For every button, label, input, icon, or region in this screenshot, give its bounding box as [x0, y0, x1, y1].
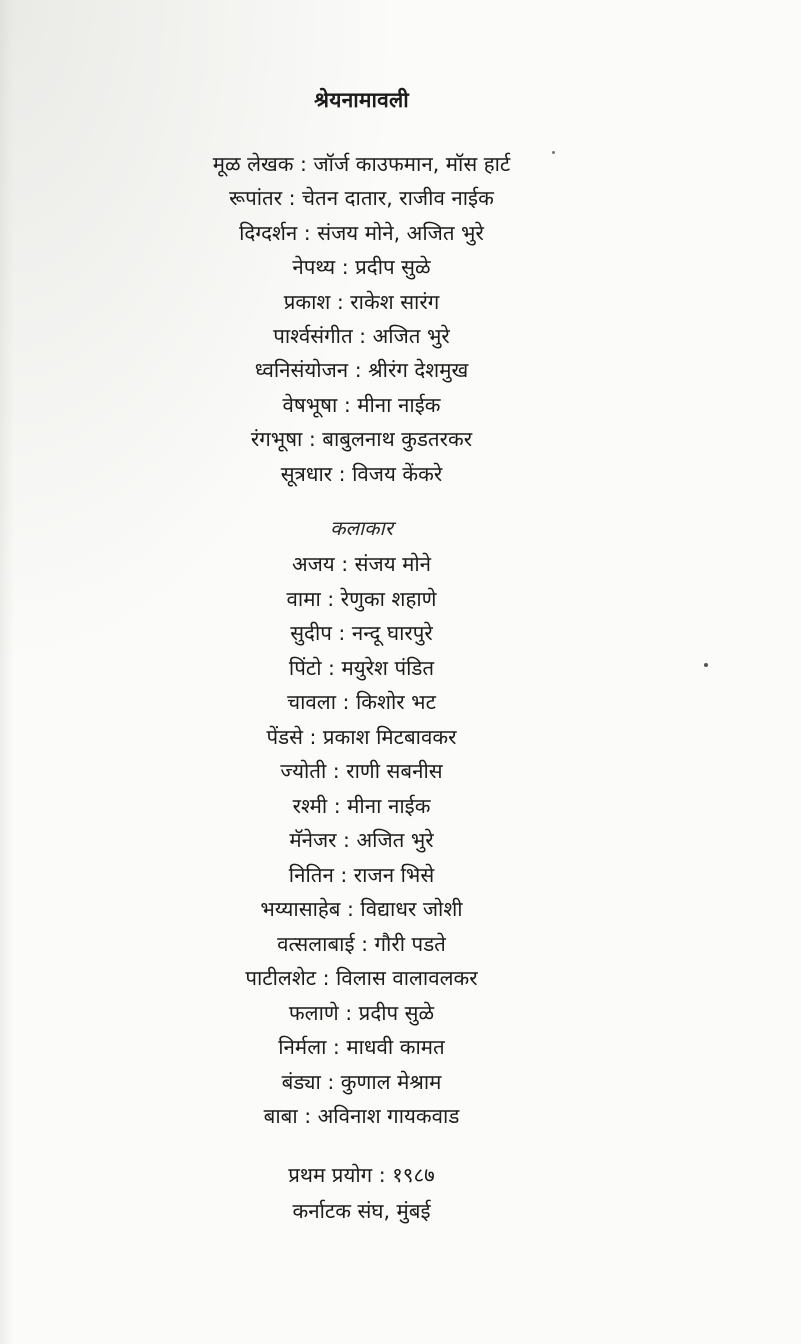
cast-line: बंड्या : कुणाल मेश्राम: [281, 1069, 442, 1094]
cast-line: फलाणे : प्रदीप सुळे: [288, 1000, 435, 1025]
cast-line: निर्मला : माधवी कामत: [278, 1035, 445, 1059]
cast-line: अजय : संजय मोने: [291, 552, 432, 576]
cast-line: रश्मी : मीना नाईक: [292, 793, 431, 818]
cast-line: नितिन : राजन भिसे: [288, 862, 435, 887]
crew-line-narrator: सूत्रधार : विजय केंकरे: [280, 461, 443, 486]
premiere-info: [0, 1157, 723, 1229]
crew-line-background-music: पार्श्वसंगीत : अजित भुरे: [273, 323, 450, 348]
crew-line-sound-design: ध्वनिसंयोजन : श्रीरंग देशमुख: [254, 358, 469, 383]
crew-line-makeup: रंगभूषा : बाबुलनाथ कुडतरकर: [250, 427, 473, 452]
crew-line-direction: दिग्दर्शन : संजय मोने, अजित भुरे: [239, 220, 484, 245]
paper-speck: [704, 663, 708, 667]
crew-credits: [0, 147, 723, 491]
crew-line-set-design: नेपथ्य : प्रदीप सुळे: [292, 255, 431, 280]
cast-line: पेंडसे : प्रकाश मिटबावकर: [266, 724, 457, 749]
crew-line-adaptation: रूपांतर : चेतन दातार, राजीव नाईक: [229, 186, 494, 211]
cast-line: बाबा : अविनाश गायकवाड: [263, 1104, 460, 1128]
paper-speck: [552, 151, 555, 154]
cast-heading: कलाकार: [330, 516, 393, 540]
cast-line: चावला : किशोर भट: [287, 690, 436, 714]
crew-line-lighting: प्रकाश : राकेश सारंग: [283, 289, 440, 314]
crew-line-costumes: वेषभूषा : मीना नाईक: [282, 392, 441, 417]
cast-line: वामा : रेणुका शहाणे: [286, 586, 437, 611]
crew-line-original-writer: मूळ लेखक : जॉर्ज काउफमान, मॉस हार्ट: [212, 152, 511, 176]
cast-line: मॅनेजर : अजित भुरे: [289, 828, 434, 852]
cast-line: सुदीप : नन्दू घारपुरे: [290, 621, 433, 645]
cast-line: पिंटो : मयुरेश पंडित: [288, 655, 435, 680]
cast-line: ज्योती : राणी सबनीस: [280, 759, 443, 783]
cast-line: भय्यासाहेब : विद्याधर जोशी: [260, 897, 463, 921]
cast-line: पाटीलशेट : विलास वालावलकर: [245, 966, 478, 990]
cast-line: वत्सलाबाई : गौरी पडते: [277, 931, 446, 956]
cast-list: [0, 547, 723, 1134]
premiere-venue: कर्नाटक संघ, मुंबई: [292, 1199, 431, 1223]
page-title: श्रेयनामावली: [314, 88, 409, 112]
premiere-year: प्रथम प्रयोग : १९८७: [288, 1163, 435, 1187]
